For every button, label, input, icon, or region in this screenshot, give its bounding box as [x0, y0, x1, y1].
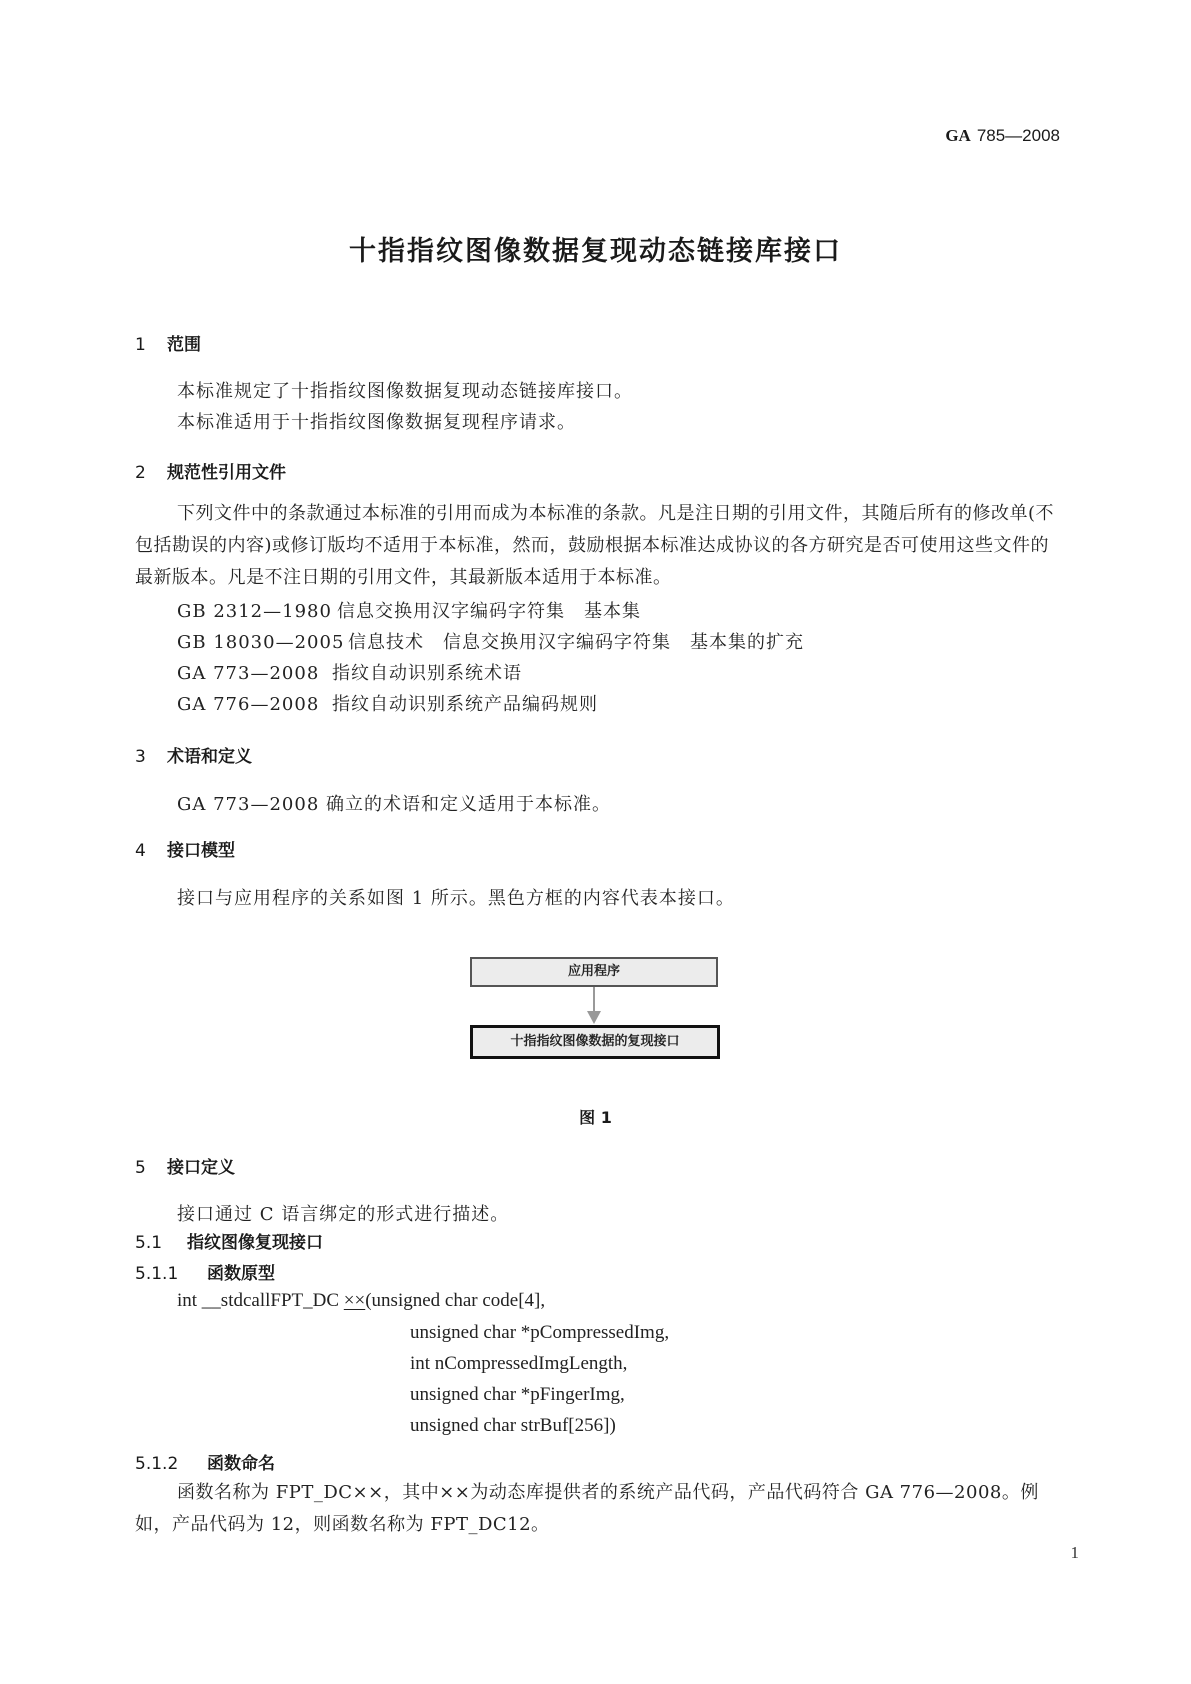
- section-title: 指纹图像复现接口: [187, 1233, 323, 1253]
- section-title: 规范性引用文件: [167, 463, 286, 483]
- reference-title: 指纹自动识别系统术语: [332, 663, 522, 684]
- section-5-1-1-heading: [135, 1259, 275, 1284]
- section-5-1-heading: [135, 1228, 323, 1253]
- section-number: 1: [135, 335, 146, 355]
- section-2-paragraph: 下列文件中的条款通过本标准的引用而成为本标准的条款。凡是注日期的引用文件，其随后所有的修改单(不包括勘误的内容)或修订版均不适用于本标准，然而，鼓励根据本标准达成协议的各方研究是否可使用这些文件的最新版本。凡是不注日期的引用文件，其最新版本适用于本标准。: [135, 503, 1055, 588]
- section-title: 函数命名: [207, 1454, 275, 1474]
- reference-item: [177, 659, 522, 685]
- function-param: unsigned char strBuf[256]): [410, 1415, 616, 1436]
- section-5-line: 接口通过 C 语言绑定的形式进行描述。: [177, 1204, 510, 1225]
- section-3-heading: [135, 742, 252, 767]
- reference-title: 指纹自动识别系统产品编码规则: [332, 694, 598, 715]
- reference-code: GB 2312—1980: [177, 601, 332, 622]
- standard-prefix: GA: [945, 126, 971, 145]
- reference-title: 信息交换用汉字编码字符集 基本集: [337, 601, 641, 622]
- section-title: 接口定义: [167, 1158, 235, 1178]
- document-title: 十指指纹图像数据复现动态链接库接口: [349, 236, 842, 267]
- standard-code: [945, 126, 1060, 146]
- reference-item: [177, 597, 641, 623]
- reference-code: GB 18030—2005: [177, 632, 345, 653]
- product-code-placeholder: ××: [343, 1290, 366, 1311]
- arrow-head-icon: [587, 1011, 601, 1024]
- section-number: 5.1: [135, 1233, 163, 1253]
- section-1-line-1: 本标准规定了十指指纹图像数据复现动态链接库接口。: [177, 381, 633, 402]
- function-param: unsigned char *pFingerImg,: [410, 1384, 625, 1405]
- section-number: 5.1.2: [135, 1454, 179, 1474]
- interface-box: 十指指纹图像数据的复现接口: [470, 1025, 720, 1059]
- section-number: 3: [135, 747, 146, 767]
- section-1-line-2: 本标准适用于十指指纹图像数据复现程序请求。: [177, 412, 576, 433]
- section-3-line: GA 773—2008 确立的术语和定义适用于本标准。: [177, 794, 611, 815]
- section-title: 范围: [167, 335, 201, 355]
- section-4-line: 接口与应用程序的关系如图 1 所示。黑色方框的内容代表本接口。: [177, 888, 735, 909]
- reference-title: 信息技术 信息交换用汉字编码字符集 基本集的扩充: [348, 632, 804, 653]
- section-number: 5.1.1: [135, 1264, 179, 1284]
- function-prototype-line: [177, 1290, 545, 1312]
- section-4-heading: [135, 836, 235, 861]
- reference-item: [177, 690, 598, 716]
- section-number: 5: [135, 1158, 146, 1178]
- section-5-1-2-paragraph: 函数名称为 FPT_DC××，其中××为动态库提供者的系统产品代码，产品代码符合 GA 776—2008。例如，产品代码为 12，则函数名称为 FPT_DC12。: [135, 1482, 1039, 1535]
- page-number: 1: [1070, 1543, 1079, 1562]
- function-param: unsigned char *pCompressedImg,: [410, 1322, 670, 1343]
- section-5-heading: [135, 1153, 235, 1178]
- figure-caption: 图 1: [579, 1108, 612, 1127]
- section-title: 函数原型: [207, 1264, 275, 1284]
- section-number: 4: [135, 841, 146, 861]
- reference-item: [177, 628, 804, 654]
- section-1-heading: [135, 330, 201, 355]
- function-prefix: int __stdcallFPT_DC: [177, 1290, 340, 1311]
- application-box: 应用程序: [470, 957, 718, 987]
- section-title: 术语和定义: [167, 747, 252, 767]
- section-title: 接口模型: [167, 841, 235, 861]
- reference-code: GA 776—2008: [177, 694, 320, 715]
- interface-model-diagram: [470, 957, 720, 1057]
- arrow-down-icon: [593, 987, 595, 1013]
- section-5-1-2-heading: [135, 1449, 275, 1474]
- function-first-param: (unsigned char code[4],: [365, 1290, 546, 1311]
- section-number: 2: [135, 463, 146, 483]
- section-2-heading: [135, 458, 286, 483]
- function-param: int nCompressedImgLength,: [410, 1353, 628, 1374]
- reference-code: GA 773—2008: [177, 663, 320, 684]
- standard-number: 785—2008: [976, 126, 1060, 145]
